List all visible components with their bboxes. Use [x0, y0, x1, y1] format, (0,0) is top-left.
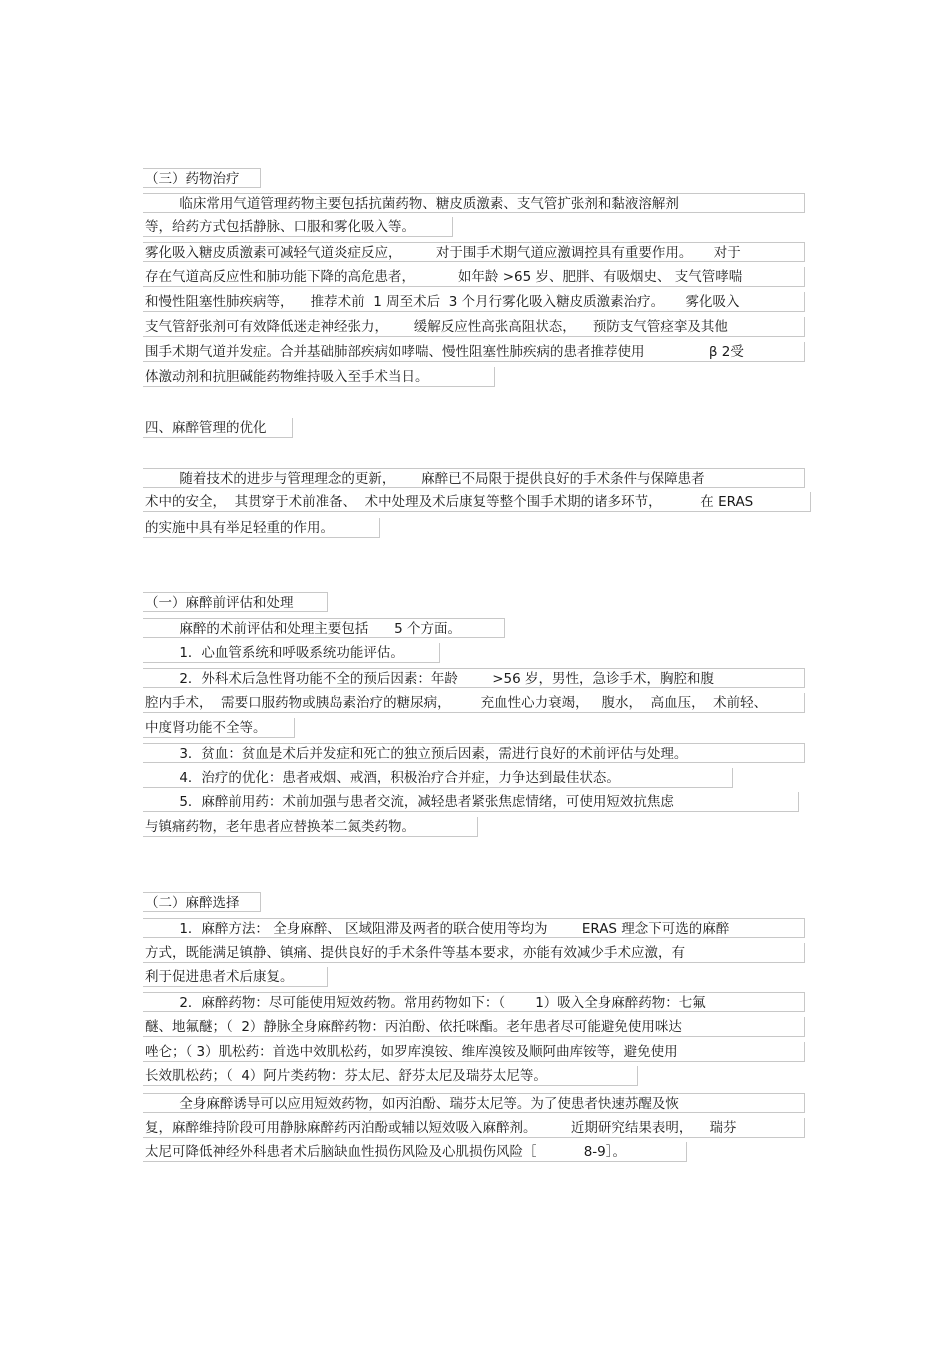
paragraph-line: 围手术期气道并发症。合并基础肺部疾病如哮喘、慢性阻塞性肺疾病的患者推荐使用 β 2受: [143, 342, 805, 362]
list-item: 2．麻醉药物：尽可能使用短效药物。常用药物如下：（ 1）吸入全身麻醉药物：七氟: [143, 992, 805, 1012]
paragraph-line: 全身麻醉诱导可以应用短效药物，如丙泊酚、瑞芬太尼等。为了使患者快速苏醒及恢: [143, 1093, 805, 1113]
paragraph-line: 体激动剂和抗胆碱能药物维持吸入至手术当日。: [143, 367, 495, 387]
section-heading: 四、麻醉管理的优化: [143, 418, 293, 438]
paragraph-line: 醚、地氟醚；（ 2）静脉全身麻醉药物：丙泊酚、依托咪酯。老年患者尽可能避免使用咪达: [143, 1017, 805, 1037]
paragraph-line: 雾化吸入糖皮质激素可减轻气道炎症反应， 对于围手术期气道应激调控具有重要作用。 对于: [143, 242, 805, 262]
paragraph-line: 临床常用气道管理药物主要包括抗菌药物、糖皮质激素、支气管扩张剂和黏液溶解剂: [143, 193, 805, 213]
paragraph-line: 太尼可降低神经外科患者术后脑缺血性损伤风险及心肌损伤风险［ 8-9］。: [143, 1142, 687, 1162]
paragraph-line: 麻醉的术前评估和处理主要包括 5 个方面。: [143, 618, 505, 638]
paragraph-line: 长效肌松药；（ 4）阿片类药物：芬太尼、舒芬太尼及瑞芬太尼等。: [143, 1066, 638, 1086]
paragraph-line: 的实施中具有举足轻重的作用。: [143, 518, 380, 538]
section-heading: （一）麻醉前评估和处理: [143, 592, 328, 612]
list-item: 1．心血管系统和呼吸系统功能评估。: [143, 643, 440, 663]
list-item: 1．麻醉方法： 全身麻醉、 区域阻滞及两者的联合使用等均为 ERAS 理念下可选的麻醉: [143, 918, 805, 938]
paragraph-line: 利于促进患者术后康复。: [143, 967, 328, 987]
paragraph-line: 等，给药方式包括静脉、口服和雾化吸入等。: [143, 217, 453, 237]
paragraph-line: 术中的安全， 其贯穿于术前准备、 术中处理及术后康复等整个围手术期的诸多环节， 在 ERAS: [143, 492, 811, 512]
paragraph-line: 腔内手术， 需要口服药物或胰岛素治疗的糖尿病， 充血性心力衰竭， 腹水， 高血压， 术前轻、: [143, 693, 805, 713]
paragraph-line: 复，麻醉维持阶段可用静脉麻醉药丙泊酚或辅以短效吸入麻醉剂。 近期研究结果表明， 瑞芬: [143, 1118, 805, 1138]
paragraph-line: 支气管舒张剂可有效降低迷走神经张力， 缓解反应性高张高阻状态， 预防支气管痉挛及其他: [143, 317, 805, 337]
section-heading: （二）麻醉选择: [143, 892, 261, 912]
list-item: 5．麻醉前用药：术前加强与患者交流，减轻患者紧张焦虑情绪，可使用短效抗焦虑: [143, 792, 799, 812]
list-item: 2．外科术后急性肾功能不全的预后因素：年龄 >56 岁，男性，急诊手术，胸腔和腹: [143, 668, 805, 688]
section-heading: （三）药物治疗: [143, 168, 261, 188]
paragraph-line: 中度肾功能不全等。: [143, 718, 295, 738]
paragraph-line: 唑仑；（ 3）肌松药：首选中效肌松药，如罗库溴铵、维库溴铵及顺阿曲库铵等，避免使用: [143, 1042, 805, 1062]
list-item: 3．贫血：贫血是术后并发症和死亡的独立预后因素，需进行良好的术前评估与处理。: [143, 743, 805, 763]
list-item: 4．治疗的优化：患者戒烟、戒酒，积极治疗合并症，力争达到最佳状态。: [143, 768, 733, 788]
paragraph-line: 和慢性阻塞性肺疾病等， 推荐术前 1 周至术后 3 个月行雾化吸入糖皮质激素治疗。 雾化吸入: [143, 292, 805, 312]
paragraph-line: 与镇痛药物，老年患者应替换苯二氮类药物。: [143, 817, 478, 837]
paragraph-line: 随着技术的进步与管理理念的更新， 麻醉已不局限于提供良好的手术条件与保障患者: [143, 468, 805, 488]
paragraph-line: 存在气道高反应性和肺功能下降的高危患者， 如年龄 >65 岁、肥胖、有吸烟史、 支气管哮喘: [143, 267, 805, 287]
paragraph-line: 方式，既能满足镇静、镇痛、提供良好的手术条件等基本要求，亦能有效减少手术应激，有: [143, 943, 805, 963]
